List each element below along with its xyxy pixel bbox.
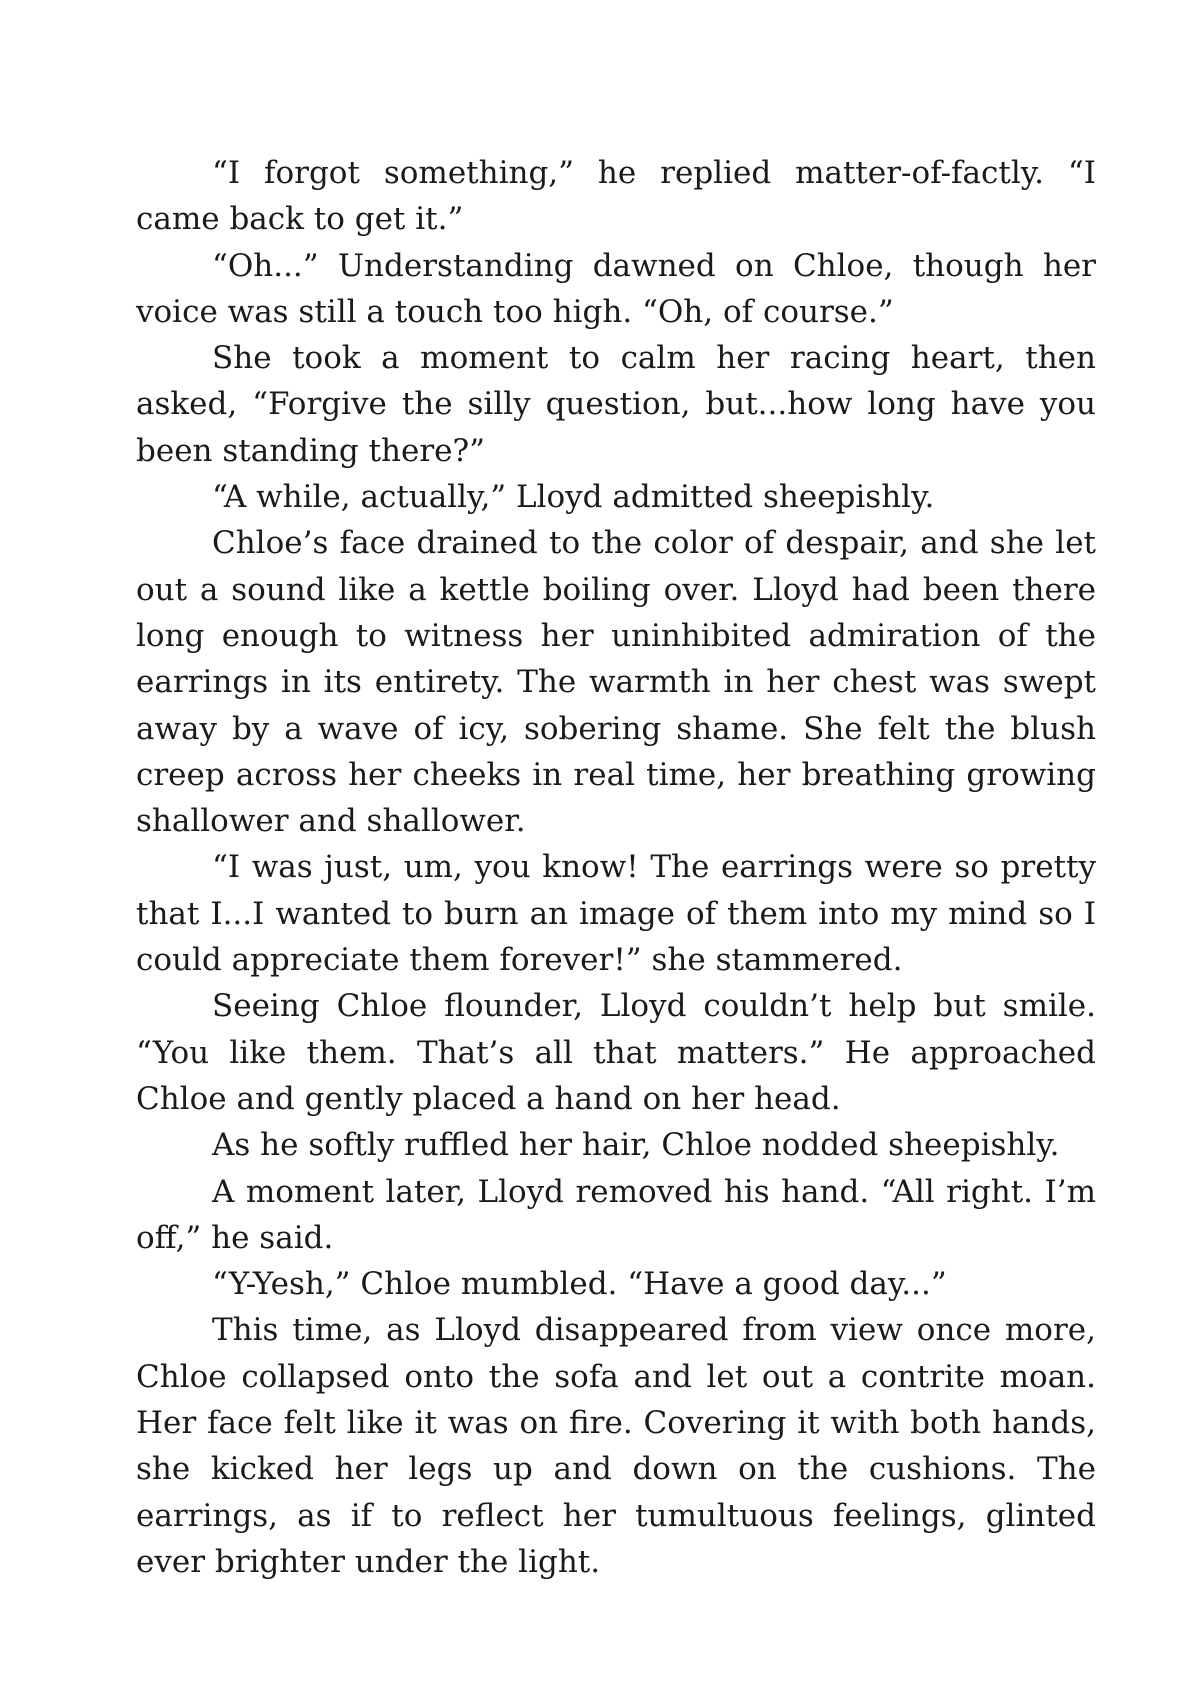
paragraph: Chloe’s face drained to the color of despair, and she let out a sound like a kettle boiling over. Lloyd had been there long enough to witness her uninhibited admiration of the earrings in its entirety. The warmth in her chest was swept away by a wave of icy, sobering shame. She felt the blush creep across her cheeks in real time, her breathing growing shallower and shallower.	[136, 525, 1096, 840]
paragraph: A moment later, Lloyd removed his hand. “All right. I’m off,” he said.	[136, 1173, 1096, 1256]
paragraph: “A while, actually,” Lloyd admitted sheepishly.	[212, 479, 935, 516]
paragraph: This time, as Lloyd disappeared from view once more, Chloe collapsed onto the sofa and let out a contrite moan. Her face felt like it was on fire. Covering it with both hands, she kicked her legs up and down on the cushions. The earrings, as if to reflect her tumultuous feelings, glinted ever brighter under the light.	[136, 1312, 1096, 1580]
paragraph: “I forgot something,” he replied matter-of-factly. “I came back to get it.”	[136, 155, 1096, 238]
paragraph: “Y-Yesh,” Chloe mumbled. “Have a good day...”	[212, 1266, 947, 1303]
paragraph: As he softly ruffled her hair, Chloe nodded sheepishly.	[212, 1127, 1060, 1164]
paragraph: “Oh...” Understanding dawned on Chloe, though her voice was still a touch too high. “Oh, of course.”	[136, 247, 1096, 330]
paragraph: “I was just, um, you know! The earrings were so pretty that I...I wanted to burn an image of them into my mind so I could appreciate them forever!” she stammered.	[136, 849, 1096, 979]
body-text	[136, 150, 1096, 1585]
paragraph: She took a moment to calm her racing heart, then asked, “Forgive the silly question, but...how long have you been standing there?”	[136, 340, 1096, 469]
paragraph: Seeing Chloe flounder, Lloyd couldn’t help but smile. “You like them. That’s all that matters.” He approached Chloe and gently placed a hand on her head.	[136, 988, 1096, 1117]
